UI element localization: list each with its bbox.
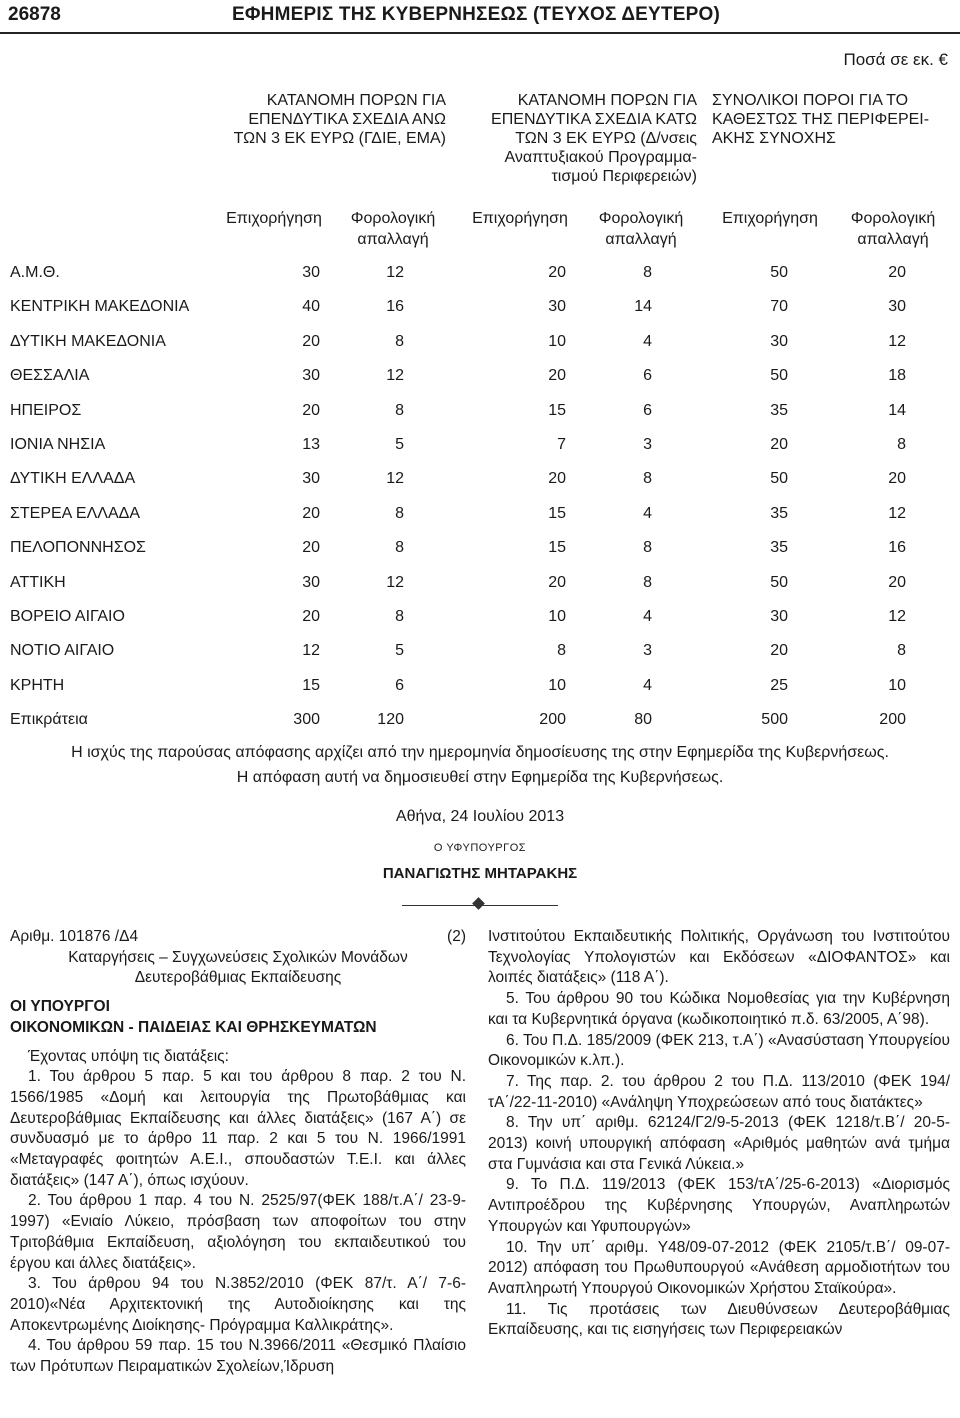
table-cell: 8 (557, 642, 566, 660)
table-cell: 50 (770, 264, 788, 281)
table-cell: 12 (888, 332, 906, 350)
spacer (10, 1039, 466, 1047)
subheader-text: απαλλαγή (605, 231, 677, 248)
group-header-line: ΚΑΤΑΝΟΜΗ ΠΟΡΩΝ ΓΙΑ (517, 92, 697, 109)
provision-paragraph: 6. Του Π.Δ. 185/2009 (ΦΕΚ 213, τ.Α΄) «Ανασύσταση Υπουργείου Οικονομικών κ.λπ.). (488, 1031, 950, 1070)
group-header-above-3m (216, 91, 446, 148)
table-cell: 30 (302, 264, 320, 281)
table-cell: 7 (557, 436, 566, 453)
header-rule (0, 32, 960, 34)
table-cell: 20 (770, 436, 788, 453)
validity-note: Η ισχύς της παρούσας απόφασης αρχίζει από την ημερομηνία δημοσίευσης της στην Εφημερίδα της Κυβερνήσεως. (71, 744, 889, 761)
table-row (0, 327, 960, 361)
provision-paragraph: 1. Του άρθρου 5 παρ. 5 και του άρθρου 8 παρ. 2 του Ν. 1566/1985 «Δομή και λειτουργία της Πρωτοβάθμιας και Δευτεροβάθμιας Εκπαίδευσης και άλλες διατάξεις» (167 Α΄) σε συνδυασμό με το άρθρο 11 παρ. 2 και 5 του Ν. 1966/1991 «Μεταγραφές φοιτητών Α.Ε.Ι., σπουδαστών Τ.Ε.Ι. και άλλες διατάξεις» (147 Α΄), όπως ισχύουν. (10, 1068, 466, 1189)
table-cell: 3 (643, 436, 652, 453)
table-cell: 30 (302, 573, 320, 591)
table-cell: 6 (395, 676, 404, 694)
table-cell: 200 (539, 711, 566, 729)
subheader-text: Επιχορήγηση (722, 210, 818, 227)
region-name: ΝΟΤΙΟ ΑΙΓΑΙΟ (10, 642, 115, 660)
table-row (0, 499, 960, 533)
table-cell: 20 (548, 470, 566, 488)
group-header-line: Αναπτυξιακού Προγραμμα- (504, 149, 697, 166)
table-cell: 16 (888, 539, 906, 557)
table-row (0, 602, 960, 636)
subheader-text: απαλλαγή (857, 231, 929, 248)
gazette-title: ΕΦΗΜΕΡΙΣ ΤΗΣ ΚΥΒΕΡΝΗΣΕΩΣ (ΤΕΥΧΟΣ ΔΕΥΤΕΡΟ) (232, 4, 720, 25)
table-cell: 14 (888, 401, 906, 419)
decision-title-line: Δευτεροβάθμιας Εκπαίδευσης (134, 969, 342, 987)
group-header-line: ΤΩΝ 3 ΕΚ ΕΥΡΩ (Δ/νσεις (515, 130, 697, 147)
table-cell: 16 (386, 298, 404, 316)
table-row (0, 705, 960, 739)
region-name: Α.Μ.Θ. (10, 264, 60, 281)
spacer (10, 989, 466, 997)
table-cell: 4 (643, 676, 652, 694)
amounts-note: Ποσά σε εκ. € (843, 50, 948, 69)
table-cell: 20 (888, 264, 906, 281)
table-cell: 20 (770, 642, 788, 660)
provision-paragraph: 10. Την υπ΄ αριθμ. Υ48/09-07-2012 (ΦΕΚ 2105/τ.Β΄/ 09-07-2012) απόφαση του Πρωθυπουργού «Ανάθεση αρμοδιοτήτων του Αναπληρωτή Υπουργού Οικονομικών Χρήστου Σταϊκούρα». (488, 1238, 950, 1297)
subheader-grant (458, 208, 582, 229)
table-cell: 15 (548, 539, 566, 557)
table-row (0, 292, 960, 326)
table-cell: 8 (897, 642, 906, 660)
table-cell: 50 (770, 470, 788, 488)
page-number: 26878 (8, 4, 61, 25)
subheader-text: Φορολογική (350, 210, 436, 227)
table-cell: 6 (643, 401, 652, 419)
decision-seq: (2) (447, 928, 466, 945)
region-name: ΣΤΕΡΕΑ ΕΛΛΑΔΑ (10, 504, 140, 522)
subheader-text: Φορολογική (598, 210, 684, 227)
region-name: ΒΟΡΕΙΟ ΑΙΓΑΙΟ (10, 608, 125, 625)
table-cell: 20 (302, 539, 320, 557)
table-cell: 15 (302, 676, 320, 694)
table-cell: 18 (888, 367, 906, 385)
subheader-grant (214, 208, 334, 229)
table-cell: 20 (548, 367, 566, 385)
subheader-text: Επιχορήγηση (226, 210, 322, 227)
provision-paragraph: 7. Της παρ. 2. του άρθρου 2 του Π.Δ. 113/2010 (ΦΕΚ 194/τΑ΄/22-11-2010) «Ανάληψη Υποχρεώσεων από τους διατάκτες» (488, 1072, 950, 1111)
table-cell: 10 (888, 676, 906, 694)
group-header-line: ΕΠΕΝΔΥΤΙΚΑ ΣΧΕΔΙΑ ΑΝΩ (248, 111, 446, 128)
table-cell: 5 (395, 436, 404, 453)
table-cell: 20 (302, 608, 320, 625)
signature-date: Αθήνα, 24 Ιουλίου 2013 (395, 808, 565, 825)
table-cell: 300 (293, 711, 320, 729)
table-cell: 500 (761, 711, 788, 729)
table-cell: 14 (634, 298, 652, 316)
decision-right-column (488, 927, 950, 1341)
subheader-tax-exemption (586, 208, 696, 250)
subheader-grant (708, 208, 832, 229)
table-cell: 8 (395, 608, 404, 625)
table-cell: 12 (386, 573, 404, 591)
table-cell: 4 (643, 608, 652, 625)
table-cell: 10 (548, 608, 566, 625)
table-cell: 4 (643, 332, 652, 350)
table-cell: 8 (395, 539, 404, 557)
provision-paragraph: 8. Την υπ΄ αριθμ. 62124/Γ2/9-5-2013 (ΦΕΚ 1218/τ.Β΄/ 20-5-2013) κοινή υπουργική απόφαση «Αριθμός μαθητών ανά τμήμα στα Γυμνάσια και στα Γενικά Λύκεια.» (488, 1114, 950, 1173)
provision-paragraph: 9. Το Π.Δ. 119/2013 (ΦΕΚ 153/τΑ΄/25-6-2013) «Διορισμός Αντιπροέδρου της Κυβέρνησης Υπουργών, Αναπληρωτών Υπουργών και Υφυπουργών» (488, 1176, 950, 1235)
table-cell: 5 (395, 642, 404, 660)
table-cell: 20 (888, 470, 906, 488)
provision-paragraph: 5. Του άρθρου 90 του Κώδικα Νομοθεσίας για την Κυβέρνηση και τα Κυβερνητικά όργανα (κωδικοποιητικό π.δ. 63/2005, Α΄98). (488, 990, 950, 1028)
table-cell: 80 (634, 711, 652, 729)
group-header-line: ΑΚΗΣ ΣΥΝΟΧΗΣ (712, 130, 836, 147)
table-cell: 12 (386, 367, 404, 385)
signature-name: ΠΑΝΑΓΙΩΤΗΣ ΜΗΤΑΡΑΚΗΣ (382, 865, 578, 882)
publish-note: Η απόφαση αυτή να δημοσιευθεί στην Εφημερίδα της Κυβερνήσεως. (236, 769, 724, 786)
group-header-below-3m (461, 91, 697, 186)
table-cell: 8 (643, 573, 652, 591)
table-cell: 20 (302, 401, 320, 419)
table-cell: 15 (548, 504, 566, 522)
table-row (0, 533, 960, 567)
region-name: ΗΠΕΙΡΟΣ (10, 401, 82, 419)
region-name: ΔΥΤΙΚΗ ΜΑΚΕΔΟΝΙΑ (10, 332, 166, 350)
table-cell: 8 (897, 436, 906, 453)
table-cell: 10 (548, 332, 566, 350)
group-header-line: ΕΠΕΝΔΥΤΙΚΑ ΣΧΕΔΙΑ ΚΑΤΩ (491, 111, 697, 128)
separator-diamond (472, 897, 485, 910)
table-cell: 30 (302, 470, 320, 488)
table-row (0, 430, 960, 464)
table-row (0, 464, 960, 498)
table-cell: 50 (770, 367, 788, 385)
table-cell: 20 (888, 573, 906, 591)
table-cell: 13 (302, 436, 320, 453)
subheader-tax-exemption (836, 208, 950, 250)
table-row (0, 568, 960, 602)
table-cell: 8 (395, 504, 404, 522)
table-cell: 35 (770, 401, 788, 419)
table-cell: 12 (302, 642, 320, 660)
table-cell: 20 (548, 573, 566, 591)
table-cell: 12 (386, 470, 404, 488)
table-cell: 6 (643, 367, 652, 385)
provision-paragraph: 4. Του άρθρου 59 παρ. 15 του Ν.3966/2011 «Θεσμικό Πλαίσιο των Πρότυπων Πειραματικών Σχολείων,Ίδρυση (10, 1337, 466, 1376)
table-row (0, 258, 960, 292)
table-cell: 3 (643, 642, 652, 660)
table-cell: 200 (879, 711, 906, 729)
ministers-heading: ΟΙ ΥΠΟΥΡΓΟΙ (10, 998, 110, 1016)
provision-paragraph: 11. Τις προτάσεις των Διευθύνσεων Δευτεροβάθμιας Εκπαίδευσης, και τις εισηγήσεις των Περιφερειακών (488, 1300, 950, 1339)
region-name: ΚΕΝΤΡΙΚΗ ΜΑΚΕΔΟΝΙΑ (10, 298, 190, 316)
region-name: Επικράτεια (10, 711, 88, 729)
table-cell: 12 (386, 264, 404, 281)
table-row (0, 671, 960, 705)
decision-left-column (10, 927, 466, 1378)
signature-role: Ο ΥΦΥΠΟΥΡΓΟΣ (433, 842, 527, 854)
group-header-line: τισμού Περιφερειών) (551, 168, 697, 185)
table-cell: 35 (770, 504, 788, 522)
table-cell: 120 (377, 711, 404, 729)
table-cell: 40 (302, 298, 320, 316)
group-header-total (712, 91, 952, 148)
table-row (0, 396, 960, 430)
subheader-text: απαλλαγή (357, 231, 429, 248)
table-cell: 12 (888, 504, 906, 522)
table-cell: 12 (888, 608, 906, 625)
region-name: ΘΕΣΣΑΛΙΑ (10, 367, 90, 385)
table-row (0, 636, 960, 670)
subheader-text: Φορολογική (850, 210, 936, 227)
table-cell: 30 (770, 332, 788, 350)
table-cell: 20 (302, 332, 320, 350)
decision-number: Αριθμ. 101876 /Δ4 (10, 928, 139, 945)
table-cell: 20 (302, 504, 320, 522)
provision-paragraph: 2. Του άρθρου 1 παρ. 4 του Ν. 2525/97(ΦΕΚ 188/τ.Α΄/ 23-9-1997) «Ενιαίο Λύκειο, πρόσβαση των αποφοίτων του στην Τριτοβάθμια Εκπαίδευση, αξιολόγηση του εκπαιδευτικού του έργου και άλλες διατάξεις». (10, 1192, 466, 1272)
table-cell: 50 (770, 573, 788, 591)
table-cell: 35 (770, 539, 788, 557)
ministers-heading: ΟΙΚΟΝΟΜΙΚΩΝ - ΠΑΙΔΕΙΑΣ ΚΑΙ ΘΡΗΣΚΕΥΜΑΤΩΝ (10, 1018, 377, 1036)
group-header-line: ΚΑΤΑΝΟΜΗ ΠΟΡΩΝ ΓΙΑ (266, 92, 446, 109)
provision-paragraph: Ινστιτούτου Εκπαιδευτικής Πολιτικής, Οργάνωση του Ινστιτούτου Τεχνολογίας Υπολογιστών και Εκδόσεων «ΔΙΟΦΑΝΤΟΣ» και λοιπές διατάξεις» (118 Α΄). (488, 928, 950, 987)
table-cell: 10 (548, 676, 566, 694)
table-cell: 30 (770, 608, 788, 625)
intro-text: Έχοντας υπόψη τις διατάξεις: (28, 1047, 229, 1065)
table-cell: 30 (888, 298, 906, 316)
group-header-line: ΣΥΝΟΛΙΚΟΙ ΠΟΡΟΙ ΓΙΑ ΤΟ (712, 92, 909, 109)
table-cell: 8 (395, 332, 404, 350)
table-cell: 30 (548, 298, 566, 316)
table-cell: 8 (643, 264, 652, 281)
table-cell: 30 (302, 367, 320, 385)
group-header-line: ΚΑΘΕΣΤΩΣ ΤΗΣ ΠΕΡΙΦΕΡΕΙ- (712, 111, 930, 128)
decision-title-line: Καταργήσεις – Συγχωνεύσεις Σχολικών Μονάδων (68, 948, 408, 966)
subheader-tax-exemption (338, 208, 448, 250)
table-cell: 8 (643, 470, 652, 488)
table-cell: 20 (548, 264, 566, 281)
provision-paragraph: 3. Του άρθρου 94 του Ν.3852/2010 (ΦΕΚ 87/τ. Α΄/ 7-6-2010)«Νέα Αρχιτεκτονική της Αυτοδιοίκησης και της Αποκεντρωμένης Διοίκησης- Πρόγραμμα Καλλικράτης». (10, 1275, 466, 1334)
region-name: ΙΟΝΙΑ ΝΗΣΙΑ (10, 436, 106, 453)
region-name: ΚΡΗΤΗ (10, 676, 65, 694)
table-cell: 8 (643, 539, 652, 557)
page-header (0, 0, 960, 36)
table-cell: 15 (548, 401, 566, 419)
decision-number-line (10, 927, 466, 948)
table-cell: 8 (395, 401, 404, 419)
table-cell: 70 (770, 298, 788, 316)
table-row (0, 361, 960, 395)
region-name: ΑΤΤΙΚΗ (10, 573, 66, 591)
group-header-line: ΤΩΝ 3 ΕΚ ΕΥΡΩ (ΓΔΙΕ, ΕΜΑ) (233, 130, 446, 147)
table-cell: 25 (770, 676, 788, 694)
table-cell: 4 (643, 504, 652, 522)
region-name: ΔΥΤΙΚΗ ΕΛΛΑΔΑ (10, 470, 136, 488)
subheader-text: Επιχορήγηση (472, 210, 568, 227)
region-name: ΠΕΛΟΠΟΝΝΗΣΟΣ (10, 539, 146, 557)
